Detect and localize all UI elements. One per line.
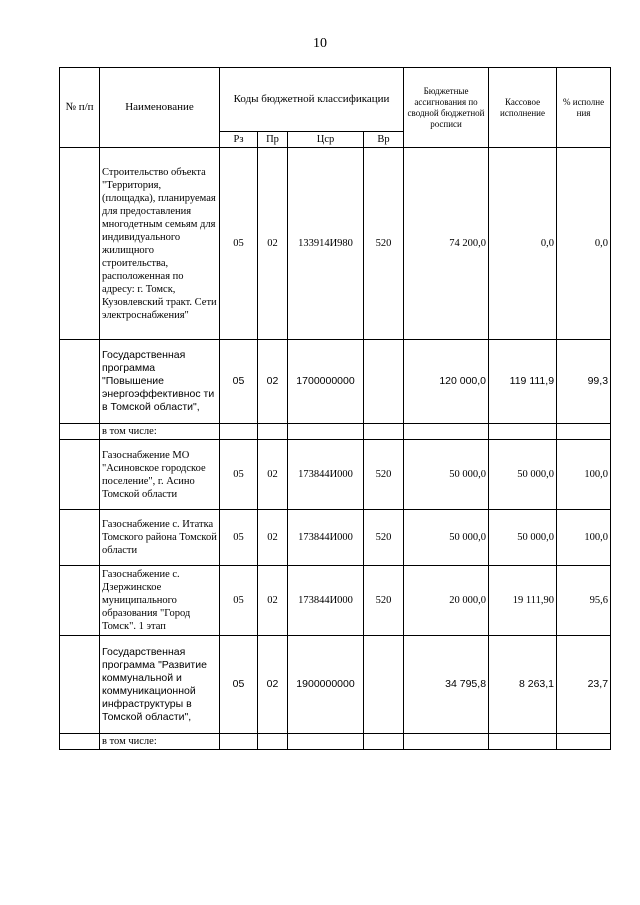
row-vr: 520 — [364, 510, 404, 566]
table-row — [60, 510, 611, 566]
row-pr: 02 — [258, 148, 288, 340]
row-csr: 173844И000 — [288, 566, 364, 636]
row-rz: 05 — [220, 340, 258, 424]
row-allocation: 50 000,0 — [404, 510, 489, 566]
row-name: Строительство объекта "Территория, (площадка), планируемая для предоставления многодетным семьям для индивидуального жилищного строительства, расположенная по адресу: г. Томск, Кузовлевский тракт. Сети электроснабжения" — [100, 148, 220, 340]
row-allocation: 74 200,0 — [404, 148, 489, 340]
row-vr — [364, 734, 404, 750]
row-allocation: 50 000,0 — [404, 440, 489, 510]
row-vr — [364, 636, 404, 734]
row-allocation: 34 795,8 — [404, 636, 489, 734]
row-percent: 99,3 — [557, 340, 611, 424]
row-rz: 05 — [220, 510, 258, 566]
row-num — [60, 424, 100, 440]
row-num — [60, 148, 100, 340]
row-vr: 520 — [364, 148, 404, 340]
header-vr: Вр — [364, 132, 404, 148]
row-name: в том числе: — [100, 734, 220, 750]
row-vr: 520 — [364, 440, 404, 510]
row-csr: 1700000000 — [288, 340, 364, 424]
row-percent: 95,6 — [557, 566, 611, 636]
row-name: Государственная программа "Повышение энергоэффективнос ти в Томской области", — [100, 340, 220, 424]
row-percent: 100,0 — [557, 510, 611, 566]
row-cash: 0,0 — [489, 148, 557, 340]
page-number: 10 — [313, 36, 327, 51]
table-row-program — [60, 636, 611, 734]
header-codes: Коды бюджетной классификации — [220, 68, 404, 132]
row-rz — [220, 734, 258, 750]
row-vr — [364, 340, 404, 424]
row-pr: 02 — [258, 340, 288, 424]
header-allocations: Бюджетные ассигнования по сводной бюджетной росписи — [404, 68, 489, 148]
row-csr: 173844И000 — [288, 440, 364, 510]
row-vr — [364, 424, 404, 440]
row-cash — [489, 424, 557, 440]
row-name: Государственная программа "Развитие коммунальной и коммуникационной инфраструктуры в Томской области", — [100, 636, 220, 734]
row-name: в том числе: — [100, 424, 220, 440]
row-allocation: 20 000,0 — [404, 566, 489, 636]
row-rz: 05 — [220, 148, 258, 340]
row-rz: 05 — [220, 566, 258, 636]
header-cash: Кассовое исполнение — [489, 68, 557, 148]
table-row — [60, 424, 611, 440]
row-rz — [220, 424, 258, 440]
row-name: Газоснабжение МО "Асиновское городское поселение", г. Асино Томской области — [100, 440, 220, 510]
row-allocation: 120 000,0 — [404, 340, 489, 424]
row-cash: 50 000,0 — [489, 440, 557, 510]
table-row — [60, 734, 611, 750]
row-cash — [489, 734, 557, 750]
row-num — [60, 566, 100, 636]
row-csr: 173844И000 — [288, 510, 364, 566]
row-pr — [258, 734, 288, 750]
row-csr: 133914И980 — [288, 148, 364, 340]
row-name: Газоснабжение с. Дзержинское муниципального образования "Город Томск". 1 этап — [100, 566, 220, 636]
row-num — [60, 510, 100, 566]
row-name: Газоснабжение с. Итатка Томского района Томской области — [100, 510, 220, 566]
table-header-row — [60, 68, 611, 132]
row-pr: 02 — [258, 566, 288, 636]
row-pr: 02 — [258, 636, 288, 734]
row-cash: 50 000,0 — [489, 510, 557, 566]
header-name: Наименование — [100, 68, 220, 148]
budget-execution-table — [59, 67, 611, 750]
row-csr — [288, 424, 364, 440]
table-row — [60, 440, 611, 510]
row-pr — [258, 424, 288, 440]
row-csr: 1900000000 — [288, 636, 364, 734]
row-allocation — [404, 424, 489, 440]
row-csr — [288, 734, 364, 750]
row-cash: 8 263,1 — [489, 636, 557, 734]
row-num — [60, 340, 100, 424]
row-allocation — [404, 734, 489, 750]
row-vr: 520 — [364, 566, 404, 636]
header-csr: Цср — [288, 132, 364, 148]
header-num: № п/п — [60, 68, 100, 148]
row-pr: 02 — [258, 510, 288, 566]
row-pr: 02 — [258, 440, 288, 510]
row-cash: 19 111,90 — [489, 566, 557, 636]
row-num — [60, 636, 100, 734]
row-num — [60, 734, 100, 750]
header-percent: % исполне ния — [557, 68, 611, 148]
table-row — [60, 148, 611, 340]
row-num — [60, 440, 100, 510]
row-rz: 05 — [220, 440, 258, 510]
table-row — [60, 566, 611, 636]
header-pr: Пр — [258, 132, 288, 148]
row-cash: 119 111,9 — [489, 340, 557, 424]
row-percent: 23,7 — [557, 636, 611, 734]
row-percent: 0,0 — [557, 148, 611, 340]
row-percent — [557, 424, 611, 440]
header-rz: Рз — [220, 132, 258, 148]
row-percent — [557, 734, 611, 750]
row-percent: 100,0 — [557, 440, 611, 510]
table-row-program — [60, 340, 611, 424]
row-rz: 05 — [220, 636, 258, 734]
